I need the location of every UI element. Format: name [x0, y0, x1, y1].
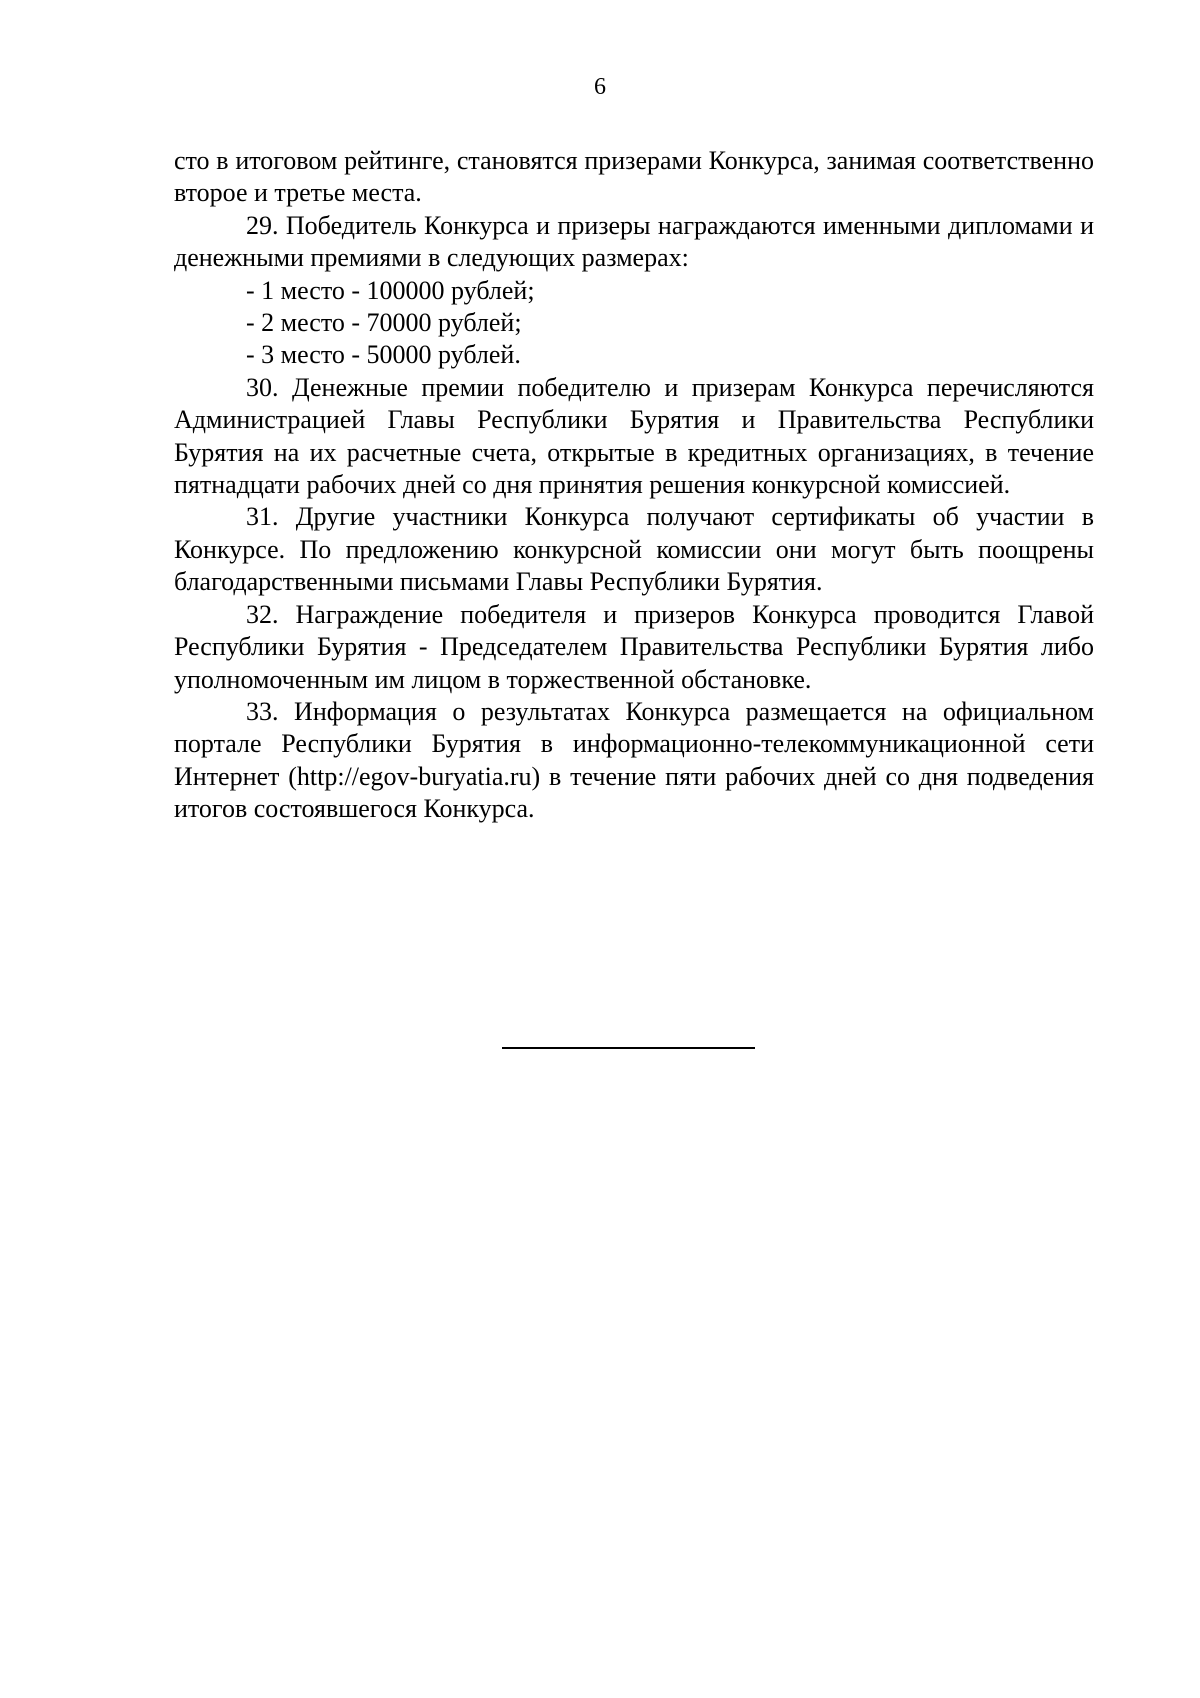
paragraph-31-certificates: 31. Другие участники Конкурса получают сертификаты об участии в Конкурсе. По предложению конкурсной комиссии они могут быть поощрены благодарственными письмами Главы Республики Бурятия. — [174, 502, 1094, 597]
paragraph-30-payments: 30. Денежные премии победителю и призерам Конкурса перечисляются Администрацией Главы Республики Бурятия и Правительства Республики Бурятия на их расчетные счета, открытые в кредитных организациях, в течение пятнадцати рабочих дней со дня принятия решения конкурсной комиссией. — [174, 372, 1094, 500]
paragraph-33-publication: 33. Информация о результатах Конкурса размещается на официальном портале Республики Бурятия в информационно-телекоммуникационной сети Интернет (http://egov-buryatia.ru) в течение пяти рабочих дней со дня подведения итогов состоявшегося Конкурса. — [174, 696, 1094, 824]
document-body — [174, 145, 1094, 826]
page-number: 6 — [594, 74, 606, 100]
award-second-place: - 2 место - 70000 рублей; — [246, 308, 522, 338]
paragraph-intro-continuation: сто в итоговом рейтинге, становятся призерами Конкурса, занимая соответственно второе и третье места. — [174, 146, 1094, 208]
award-first-place: - 1 место - 100000 рублей; — [246, 275, 535, 305]
paragraph-29-awards: 29. Победитель Конкурса и призеры награждаются именными дипломами и денежными премиями в следующих размерах: — [174, 210, 1094, 273]
paragraph-32-ceremony: 32. Награждение победителя и призеров Конкурса проводится Главой Республики Бурятия - Председателем Правительства Республики Бурятия либо уполномоченным им лицом в торжественной обстановке. — [174, 599, 1094, 694]
end-separator-line — [502, 1047, 755, 1049]
award-third-place: - 3 место - 50000 рублей. — [246, 340, 521, 370]
